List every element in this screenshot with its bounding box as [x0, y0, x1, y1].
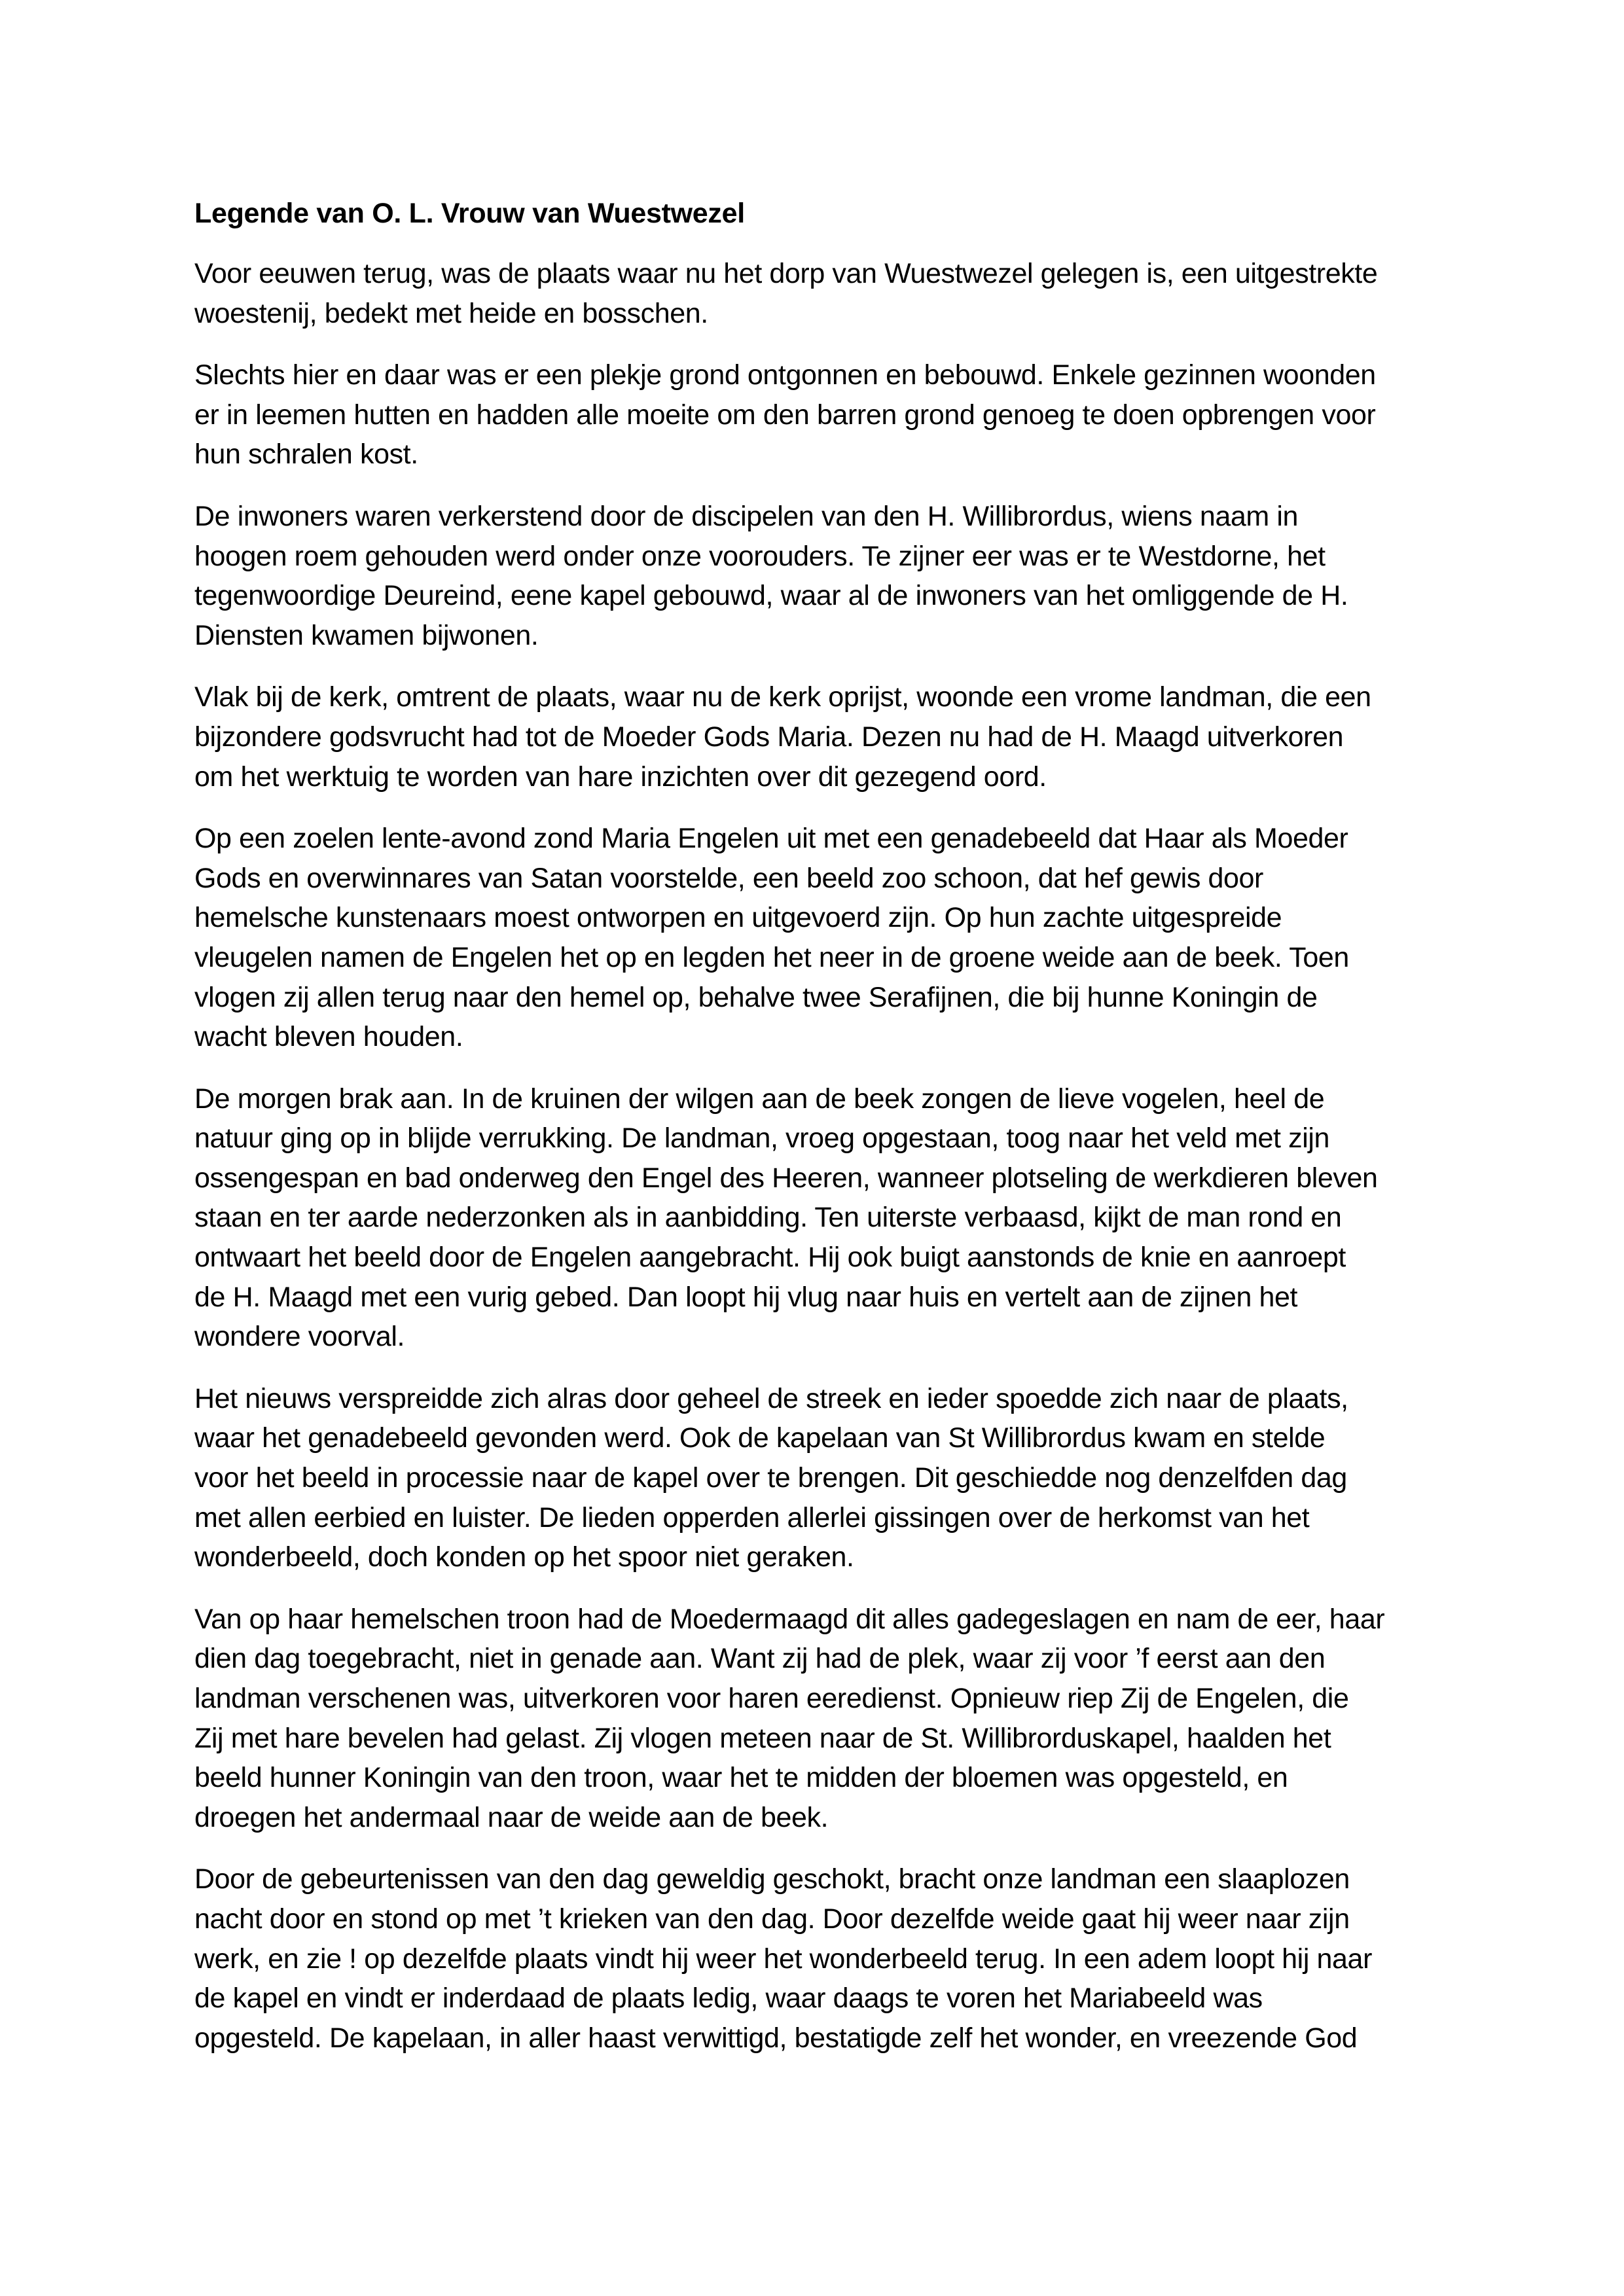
paragraph-line: beeld hunner Koningin van den troon, waar het te midden der bloemen was opgesteld, en — [194, 1762, 1288, 1794]
paragraph — [194, 1379, 1438, 1577]
paragraph-line: nacht door en stond op met ’t krieken van den dag. Door dezelfde weide gaat hij weer naar zijn — [194, 1903, 1350, 1935]
paragraph-line: ontwaart het beeld door de Engelen aangebracht. Hij ook buigt aanstonds de knie en aanroept — [194, 1242, 1346, 1274]
paragraph-line: Van op haar hemelschen troon had de Moedermaagd dit alles gadegeslagen en nam de eer, haar — [194, 1603, 1385, 1635]
paragraph-line: De morgen brak aan. In de kruinen der wilgen aan de beek zongen de lieve vogelen, heel de — [194, 1083, 1325, 1115]
paragraph-line: opgesteld. De kapelaan, in aller haast verwittigd, bestatigde zelf het wonder, en vreezende God — [194, 2022, 1358, 2054]
paragraph-line: woestenij, bedekt met heide en bosschen. — [194, 297, 708, 329]
paragraph-line: met allen eerbied en luister. De lieden opperden allerlei gissingen over de herkomst van het — [194, 1501, 1310, 1534]
paragraph — [194, 254, 1438, 333]
paragraph-line: ossengespan en bad onderweg den Engel des Heeren, wanneer plotseling de werkdieren bleven — [194, 1162, 1378, 1194]
paragraph — [194, 355, 1438, 475]
paragraph-line: hoogen roem gehouden werd onder onze voorouders. Te zijner eer was er te Westdorne, het — [194, 540, 1326, 572]
paragraph-line: voor het beeld in processie naar de kapel over te brengen. Dit geschiedde nog denzelfden dag — [194, 1462, 1347, 1494]
paragraph-line: om het werktuig te worden van hare inzichten over dit gezegend oord. — [194, 761, 1047, 793]
paragraph-line: de kapel en vindt er inderdaad de plaats ledig, waar daags te voren het Mariabeeld was — [194, 1982, 1263, 2015]
paragraph-line: werk, en zie ! op dezelfde plaats vindt hij weer het wonderbeeld terug. In een adem loopt hij naar — [194, 1943, 1372, 1975]
paragraph-line: vleugelen namen de Engelen het op en legden het neer in de groene weide aan de beek. Toen — [194, 941, 1349, 973]
paragraph-line: er in leemen hutten en hadden alle moeite om den barren grond genoeg te doen opbrengen voor — [194, 399, 1376, 431]
paragraph-line: waar het genadebeeld gevonden werd. Ook de kapelaan van St Willibrordus kwam en stelde — [194, 1422, 1326, 1454]
document-page — [194, 194, 1438, 2080]
paragraph-line: hun schralen kost. — [194, 439, 418, 471]
paragraph-line: Het nieuws verspreidde zich alras door geheel de streek en ieder spoedde zich naar de plaats, — [194, 1382, 1348, 1414]
paragraph-line: vlogen zij allen terug naar den hemel op, behalve twee Serafijnen, die bij hunne Koningin de — [194, 981, 1318, 1013]
document-body — [194, 254, 1438, 2058]
paragraph-line: De inwoners waren verkerstend door de discipelen van den H. Willibrordus, wiens naam in — [194, 500, 1299, 532]
paragraph-line: Vlak bij de kerk, omtrent de plaats, waar nu de kerk oprijst, woonde een vrome landman, die een — [194, 681, 1371, 713]
paragraph-line: Door de gebeurtenissen van den dag geweldig geschokt, bracht onze landman een slaaplozen — [194, 1863, 1350, 1895]
paragraph-line: bijzondere godsvrucht had tot de Moeder Gods Maria. Dezen nu had de H. Maagd uitverkoren — [194, 721, 1344, 753]
paragraph-line: wondere voorval. — [194, 1321, 405, 1353]
document-title: Legende van O. L. Vrouw van Wuestwezel — [194, 198, 745, 229]
paragraph — [194, 819, 1438, 1057]
paragraph-line: natuur ging op in blijde verrukking. De landman, vroeg opgestaan, toog naar het veld met zijn — [194, 1122, 1330, 1155]
paragraph-line: dien dag toegebracht, niet in genade aan. Want zij had de plek, waar zij voor ’f eerst aan den — [194, 1643, 1326, 1675]
paragraph-line: Slechts hier en daar was er een plekje grond ontgonnen en bebouwd. Enkele gezinnen woonden — [194, 359, 1376, 391]
paragraph-line: landman verschenen was, uitverkoren voor haren eeredienst. Opnieuw riep Zij de Engelen, die — [194, 1683, 1349, 1714]
paragraph-line: droegen het andermaal naar de weide aan de beek. — [194, 1801, 829, 1833]
paragraph-line: tegenwoordige Deureind, eene kapel gebouwd, waar al de inwoners van het omliggende de H. — [194, 580, 1348, 612]
paragraph-line: Diensten kwamen bijwonen. — [194, 619, 539, 651]
paragraph — [194, 497, 1438, 655]
paragraph — [194, 1079, 1438, 1357]
paragraph-line: wonderbeeld, doch konden op het spoor niet geraken. — [194, 1541, 854, 1573]
paragraph — [194, 677, 1438, 797]
paragraph-line: wacht bleven houden. — [194, 1021, 463, 1053]
paragraph-line: Voor eeuwen terug, was de plaats waar nu het dorp van Wuestwezel gelegen is, een uitgestrekte — [194, 258, 1378, 289]
paragraph-line: de H. Maagd met een vurig gebed. Dan loopt hij vlug naar huis en vertelt aan de zijnen het — [194, 1281, 1298, 1313]
paragraph — [194, 1859, 1438, 2058]
paragraph-line: staan en ter aarde nederzonken als in aanbidding. Ten uiterste verbaasd, kijkt de man rond en — [194, 1202, 1342, 1234]
paragraph — [194, 1600, 1438, 1838]
paragraph-line: Zij met hare bevelen had gelast. Zij vlogen meteen naar de St. Willibrorduskapel, haalden het — [194, 1722, 1331, 1754]
paragraph-line: Op een zoelen lente-avond zond Maria Engelen uit met een genadebeeld dat Haar als Moeder — [194, 823, 1348, 855]
paragraph-line: hemelsche kunstenaars moest ontworpen en uitgevoerd zijn. Op hun zachte uitgespreide — [194, 902, 1282, 934]
paragraph-line: Gods en overwinnares van Satan voorstelde, een beeld zoo schoon, dat hef gewis door — [194, 862, 1263, 894]
